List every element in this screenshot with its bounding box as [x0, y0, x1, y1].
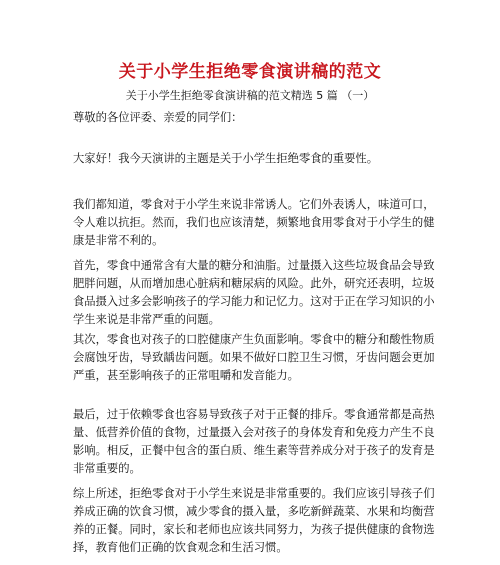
paragraph-introduction: 我们都知道，零食对于小学生来说非常诱人。它们外表诱人，味道可口，令人难以抗拒。然而，我们也应该清楚，频繁地食用零食对于小学生的健康是非常不利的。 [73, 198, 435, 247]
paragraph-second-point: 其次，零食也对孩子的口腔健康产生负面影响。零食中的糖分和酸性物质会腐蚀牙齿，导致龋齿问题。如果不做好口腔卫生习惯，牙齿问题会更加严重，甚至影响孩子的正常咀嚼和发音能力。 [73, 333, 435, 382]
paragraph-greeting: 大家好！我今天演讲的主题是关于小学生拒绝零食的重要性。 [73, 152, 379, 165]
document-title: 关于小学生拒绝零食演讲稿的范文 [118, 62, 382, 82]
paragraph-conclusion: 综上所述，拒绝零食对于小学生来说是非常重要的。我们应该引导孩子们养成正确的饮食习惯，减少零食的摄入量，多吃新鲜蔬菜、水果和均衡营养的正餐。同时，家长和老师也应该共同努力，为孩子提供健康的食物选择，教育他们正确的饮食观念和生活习惯。 [73, 487, 435, 554]
paragraph-third-point: 最后，过于依赖零食也容易导致孩子对于正餐的排斥。零食通常都是高热量、低营养价值的食物，过量摄入会对孩子的身体发育和免疫力产生不良影响。相反，正餐中包含的蛋白质、维生素等营养成分对于孩子的发育是非常重要的。 [73, 408, 435, 475]
paragraph-first-point: 首先，零食中通常含有大量的糖分和油脂。过量摄入这些垃圾食品会导致肥胖问题，从而增加患心脏病和糖尿病的风险。此外，研究还表明，垃圾食品摄入过多会影响孩子的学习能力和记忆力。这对于正在学习知识的小学生来说是非常严重的问题。 [73, 259, 435, 326]
paragraph-salutation: 尊敬的各位评委、亲爱的同学们： [73, 111, 243, 124]
document-subtitle: 关于小学生拒绝零食演讲稿的范文精选 5 篇 （一） [125, 89, 375, 102]
